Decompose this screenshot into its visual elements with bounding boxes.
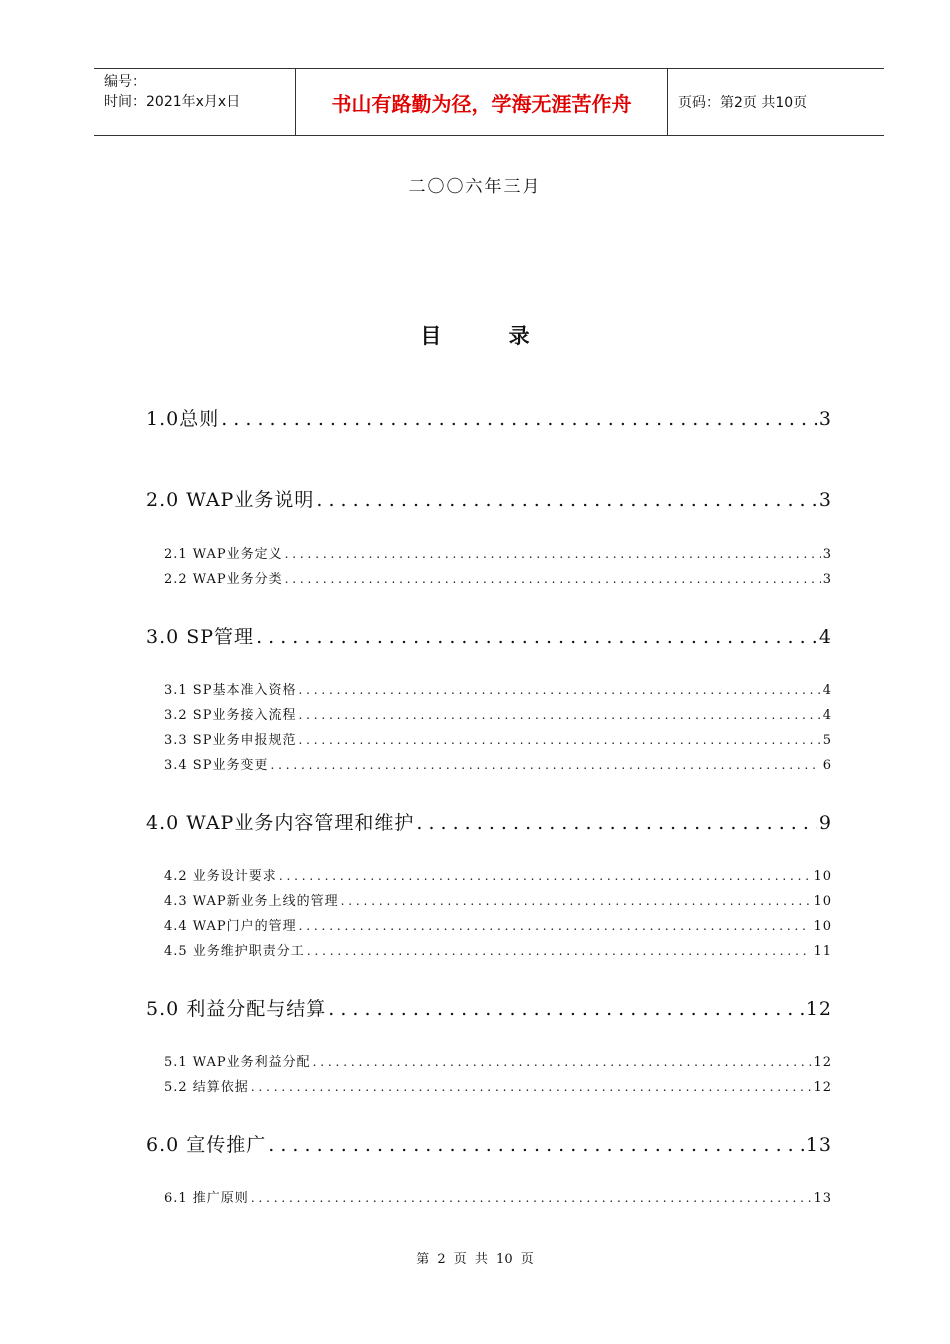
toc-subentry[interactable] bbox=[164, 865, 832, 884]
toc-entry-page: 3 bbox=[822, 547, 832, 562]
toc-entry-text: 2.0 WAP业务说明 bbox=[146, 489, 315, 511]
toc-leader bbox=[341, 894, 812, 908]
toc-entry-text: 6.0 宣传推广 bbox=[146, 1134, 267, 1156]
document-date: 二〇〇六年三月 bbox=[408, 177, 542, 197]
toc-leader bbox=[313, 1055, 812, 1069]
toc-entry-text: 3.3 SP业务申报规范 bbox=[164, 733, 297, 748]
toc-leader bbox=[299, 919, 812, 933]
toc-entry-page: 10 bbox=[813, 919, 832, 934]
toc-leader bbox=[316, 489, 817, 511]
page-header bbox=[94, 68, 884, 136]
toc-entry-page: 12 bbox=[813, 1055, 832, 1070]
toc-entry-text: 5.1 WAP业务利益分配 bbox=[164, 1055, 311, 1070]
toc-leader bbox=[298, 733, 820, 747]
toc-entry-page: 13 bbox=[813, 1191, 832, 1206]
number-label: 编号： bbox=[104, 74, 146, 90]
toc-subentry[interactable] bbox=[164, 1051, 832, 1070]
time-label: 时间：2021年x月x日 bbox=[104, 94, 241, 110]
toc-entry-text: 2.2 WAP业务分类 bbox=[164, 572, 283, 587]
toc-entry[interactable] bbox=[146, 994, 832, 1021]
toc-subentry[interactable] bbox=[164, 1187, 832, 1206]
toc-leader bbox=[256, 626, 817, 648]
toc-entry[interactable] bbox=[146, 485, 832, 512]
toc-entry-page: 5 bbox=[822, 733, 832, 748]
toc-leader bbox=[279, 869, 812, 883]
toc-entry-page: 13 bbox=[805, 1134, 832, 1156]
toc-leader bbox=[270, 758, 820, 772]
toc-entry[interactable] bbox=[146, 404, 832, 431]
toc-subentry[interactable] bbox=[164, 1076, 832, 1095]
toc-entry-page: 9 bbox=[818, 812, 832, 834]
toc-entry-text: 3.0 SP管理 bbox=[146, 626, 255, 648]
toc-entry-page: 3 bbox=[818, 408, 832, 430]
header-motto: 书山有路勤为径，学海无涯苦作舟 bbox=[295, 69, 668, 135]
toc-leader bbox=[298, 708, 820, 722]
page-footer: 第 2 页 共 10 页 bbox=[416, 1252, 534, 1267]
header-page-info: 页码：第2页 共10页 bbox=[678, 95, 808, 111]
toc-entry-page: 4 bbox=[822, 708, 832, 723]
toc-entry-text: 1.0总则 bbox=[146, 408, 220, 430]
toc-entry-text: 4.0 WAP业务内容管理和维护 bbox=[146, 812, 415, 834]
toc-entry-text: 3.4 SP业务变更 bbox=[164, 758, 269, 773]
toc-leader bbox=[307, 944, 812, 958]
toc-entry-text: 4.3 WAP新业务上线的管理 bbox=[164, 894, 339, 909]
toc-entry-page: 3 bbox=[822, 572, 832, 587]
toc-entry-text: 4.2 业务设计要求 bbox=[164, 869, 277, 884]
toc-entry-text: 3.1 SP基本准入资格 bbox=[164, 683, 297, 698]
toc-entry-text: 4.4 WAP门户的管理 bbox=[164, 919, 297, 934]
toc-entry-page: 12 bbox=[805, 998, 832, 1020]
toc-leader bbox=[221, 408, 817, 430]
toc-entry-text: 5.0 利益分配与结算 bbox=[146, 998, 327, 1020]
toc-entry[interactable] bbox=[146, 1130, 832, 1157]
toc-leader bbox=[285, 547, 821, 561]
toc-subentry[interactable] bbox=[164, 679, 832, 698]
toc-leader bbox=[328, 998, 804, 1020]
toc-subentry[interactable] bbox=[164, 543, 832, 562]
toc-subentry[interactable] bbox=[164, 915, 832, 934]
toc-title: 目 录 bbox=[420, 323, 530, 348]
toc-subentry[interactable] bbox=[164, 704, 832, 723]
toc-leader bbox=[285, 572, 821, 586]
toc-entry[interactable] bbox=[146, 808, 832, 835]
toc-entry-page: 10 bbox=[813, 869, 832, 884]
toc-leader bbox=[251, 1191, 812, 1205]
toc-subentry[interactable] bbox=[164, 754, 832, 773]
toc-entry-page: 4 bbox=[818, 626, 832, 648]
toc-leader bbox=[251, 1080, 812, 1094]
toc-leader bbox=[298, 683, 820, 697]
toc-entry-page: 6 bbox=[822, 758, 832, 773]
toc-subentry[interactable] bbox=[164, 940, 832, 959]
toc-subentry[interactable] bbox=[164, 890, 832, 909]
toc-leader bbox=[268, 1134, 804, 1156]
toc-entry-page: 4 bbox=[822, 683, 832, 698]
toc-entry-page: 12 bbox=[813, 1080, 832, 1095]
toc-entry-text: 3.2 SP业务接入流程 bbox=[164, 708, 297, 723]
toc-entry-page: 10 bbox=[813, 894, 832, 909]
toc-entry-text: 6.1 推广原则 bbox=[164, 1191, 249, 1206]
toc-entry-text: 4.5 业务维护职责分工 bbox=[164, 944, 305, 959]
toc-subentry[interactable] bbox=[164, 729, 832, 748]
toc-subentry[interactable] bbox=[164, 568, 832, 587]
toc-leader bbox=[416, 812, 817, 834]
toc-entry-text: 5.2 结算依据 bbox=[164, 1080, 249, 1095]
toc-entry[interactable] bbox=[146, 622, 832, 649]
toc-entry-text: 2.1 WAP业务定义 bbox=[164, 547, 283, 562]
toc-entry-page: 3 bbox=[818, 489, 832, 511]
header-meta bbox=[94, 69, 295, 135]
toc-entry-page: 11 bbox=[813, 944, 832, 959]
